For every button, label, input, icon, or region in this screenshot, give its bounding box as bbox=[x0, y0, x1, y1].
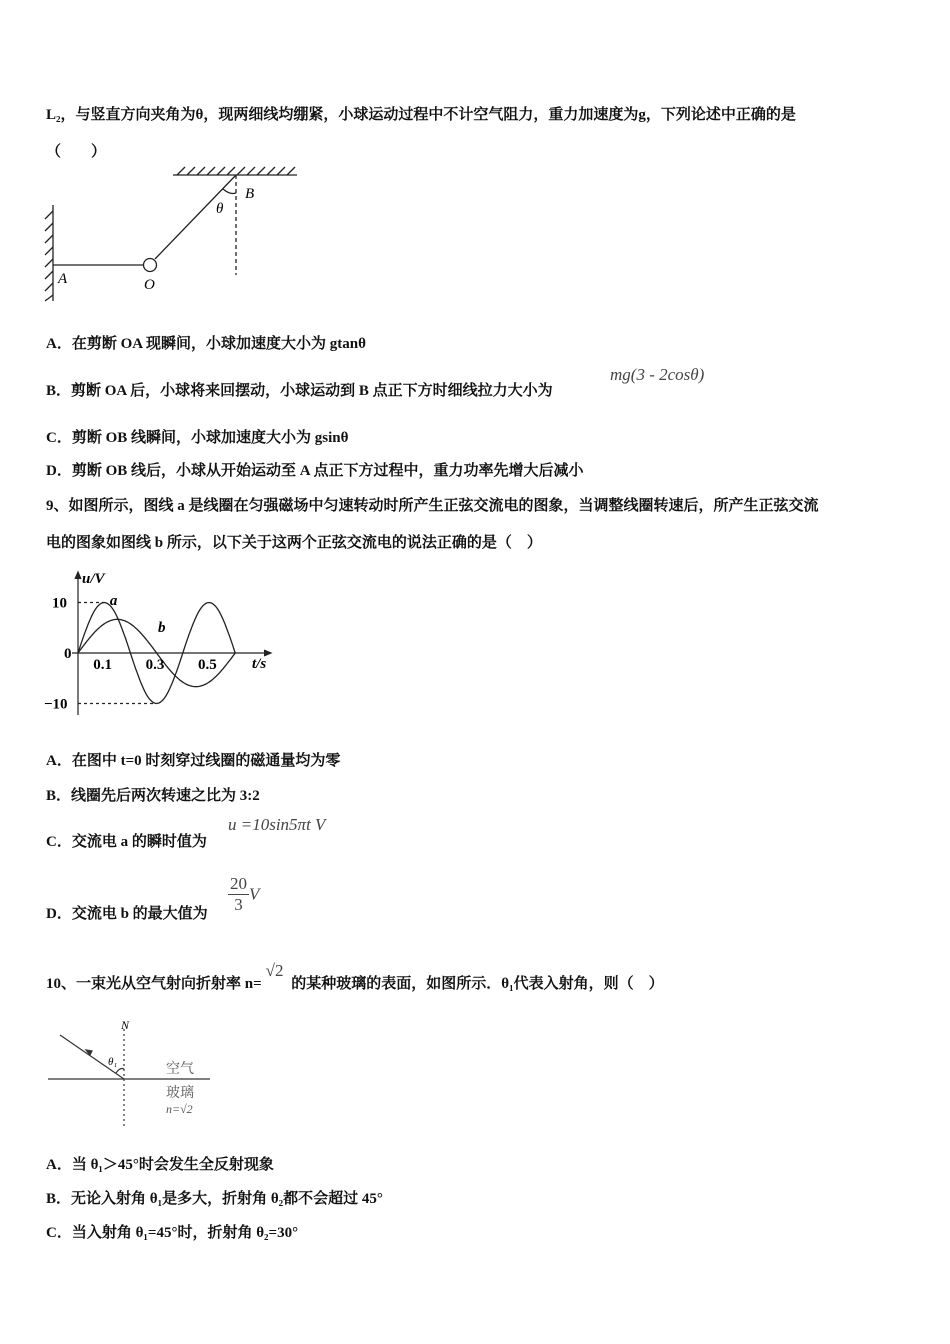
q8-option-c[interactable]: C．剪断 OB 线瞬间，小球加速度大小为 gsinθ bbox=[46, 430, 349, 446]
q8-option-b[interactable]: B．剪断 OA 后，小球将来回摆动，小球运动到 B 点正下方时细线拉力大小为 bbox=[46, 383, 553, 399]
q8-option-d[interactable]: D．剪断 OB 线后，小球从开始运动至 A 点正下方过程中，重力功率先增大后减小 bbox=[46, 463, 584, 479]
series-a-label: a bbox=[109, 592, 118, 609]
q9-stem-line1: 9、如图所示，图线 a 是线圈在匀强磁场中匀速转动时所产生正弦交流电的图象，当调整线圈转速后，所产生正弦交流 bbox=[46, 498, 819, 514]
formula-unit: V bbox=[249, 884, 260, 904]
q10-option-a[interactable]: A．当 θ₁＞45°时会发生全反射现象 bbox=[46, 1157, 274, 1173]
q9-option-c[interactable]: C．交流电 a 的瞬时值为 bbox=[46, 834, 207, 850]
label-n: n=√2 bbox=[166, 1102, 193, 1116]
label-A: A bbox=[58, 271, 68, 287]
q10-stem bbox=[46, 961, 664, 993]
label-glass: 玻璃 bbox=[166, 1086, 194, 1101]
x-tick-label: 0.1 bbox=[93, 657, 112, 673]
x-tick-label: 0.3 bbox=[145, 657, 165, 673]
q9-option-d[interactable]: D．交流电 b 的最大值为 bbox=[46, 906, 208, 922]
q9-option-c-formula: u =10sin5πt V bbox=[228, 815, 326, 834]
label-B: B bbox=[245, 186, 255, 202]
y-tick-label: 0 bbox=[64, 646, 72, 662]
q9-option-a[interactable]: A．在图中 t=0 时刻穿过线圈的磁通量均为零 bbox=[46, 753, 341, 769]
q8-stem-line1: L₂，与竖直方向夹角为θ，现两细线均绷紧，小球运动过程中不计空气阻力，重力加速度为g，下列论述中正确的是 bbox=[46, 107, 796, 123]
q8-answer-blank: （ ） bbox=[46, 144, 107, 160]
fraction-denominator: 3 bbox=[234, 895, 243, 914]
q8-option-a[interactable]: A．在剪断 OA 现瞬间，小球加速度大小为 gtanθ bbox=[46, 336, 366, 352]
q10-refraction-figure bbox=[44, 1015, 224, 1130]
q8-option-b-formula: mg(3 - 2cosθ) bbox=[610, 365, 705, 384]
label-theta: θ bbox=[216, 201, 224, 217]
q8-pendulum-figure bbox=[40, 165, 310, 305]
q10-stem-post: 的某种玻璃的表面，如图所示．θ₁代表入射角，则（ ） bbox=[287, 976, 664, 992]
q10-sqrt: √2 bbox=[265, 961, 284, 980]
label-theta1: θ₁ bbox=[108, 1056, 118, 1068]
ball bbox=[144, 259, 157, 272]
x-axis-label: t/s bbox=[252, 656, 267, 672]
series-b-label: b bbox=[157, 619, 166, 636]
label-O: O bbox=[144, 277, 155, 293]
label-air: 空气 bbox=[166, 1062, 194, 1077]
q10-option-b[interactable]: B．无论入射角 θ₁是多大，折射角 θ₂都不会超过 45° bbox=[46, 1191, 383, 1207]
q10-stem-pre: 10、一束光从空气射向折射率 n= bbox=[46, 976, 262, 992]
q9-ac-graph bbox=[40, 565, 290, 720]
x-tick-label: 0.5 bbox=[198, 657, 217, 673]
y-axis-label: u/V bbox=[82, 571, 105, 587]
q9-option-d-formula bbox=[228, 874, 259, 915]
q10-option-c[interactable]: C．当入射角 θ₁=45°时，折射角 θ₂=30° bbox=[46, 1225, 299, 1241]
y-tick-label: −10 bbox=[44, 696, 68, 713]
ceiling-hatch bbox=[177, 167, 295, 175]
q9-option-b[interactable]: B．线圈先后两次转速之比为 3:2 bbox=[46, 788, 260, 804]
q9-stem-line2: 电的图象如图线 b 所示，以下关于这两个正弦交流电的说法正确的是（ ） bbox=[46, 535, 542, 551]
fraction-numerator: 20 bbox=[230, 874, 247, 893]
label-N: N bbox=[121, 1018, 130, 1032]
y-tick-label: 10 bbox=[52, 595, 67, 612]
